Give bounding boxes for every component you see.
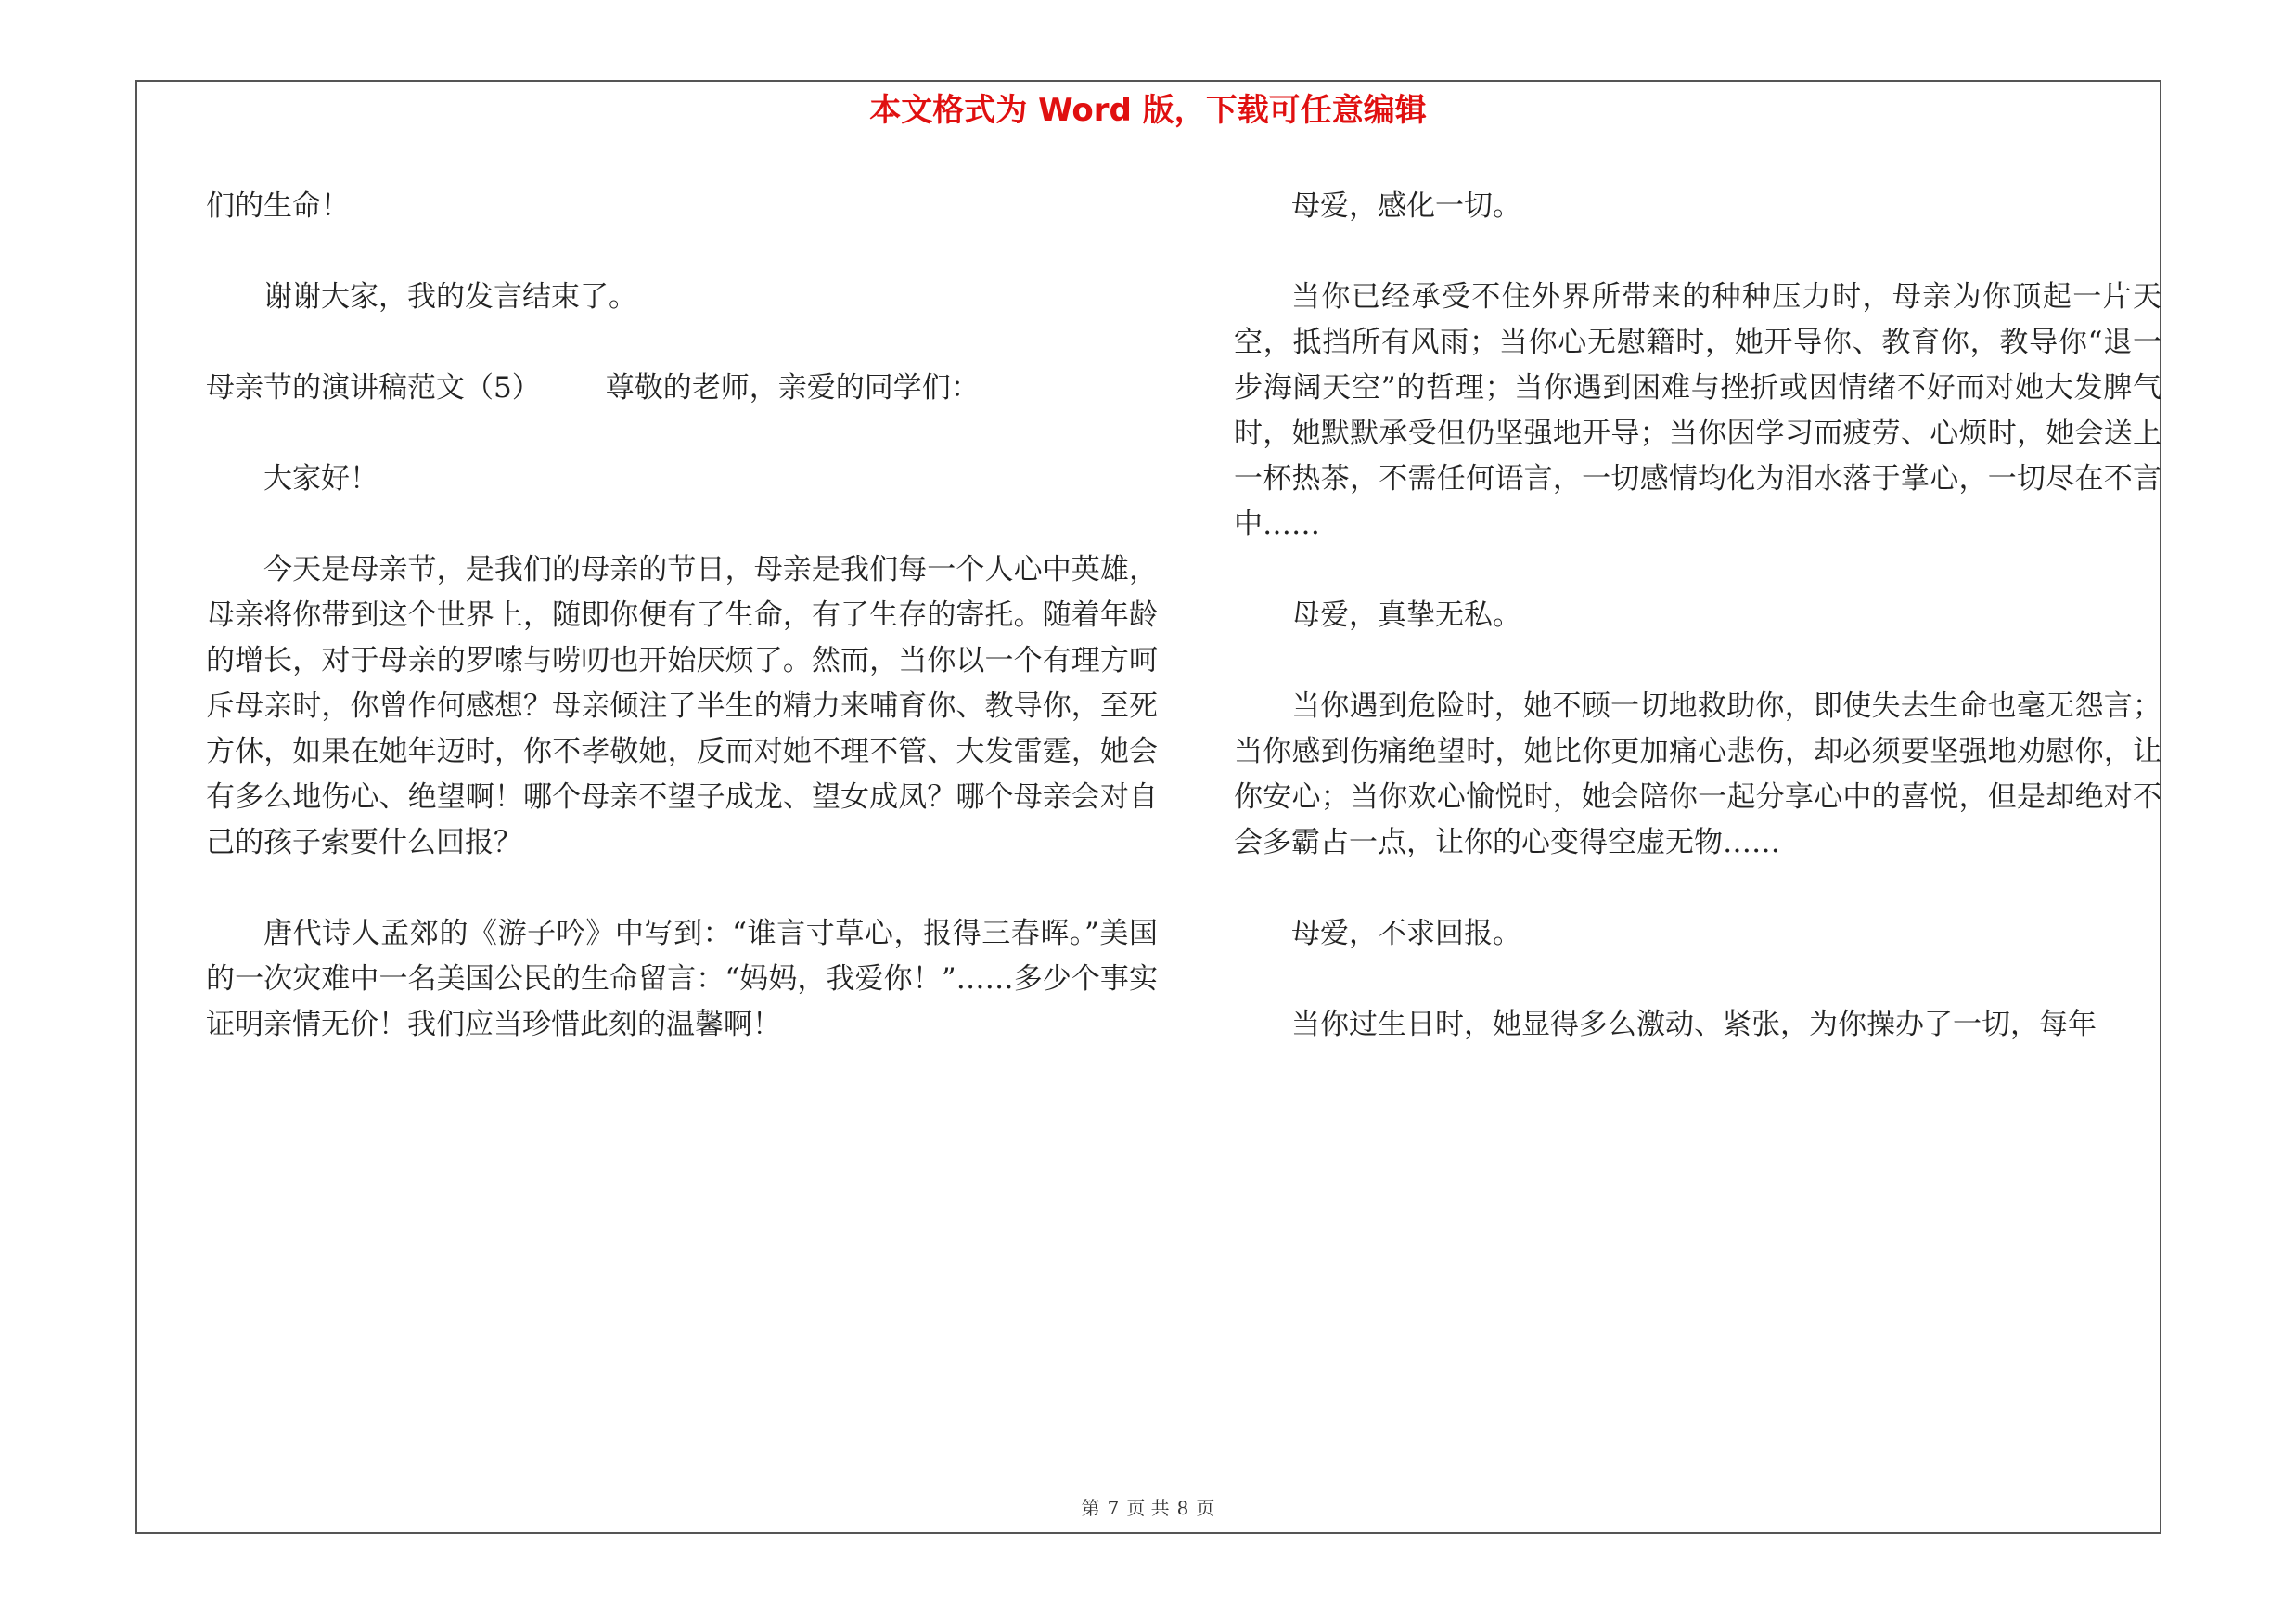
paragraph: 当你已经承受不住外界所带来的种种压力时，母亲为你顶起一片天空，抵挡所有风雨；当你心无慰籍时，她开导你、教育你，教导你“退一步海阔天空”的哲理；当你遇到困难与挫折或因情绪不好而对她大发脾气时，她默默承受但仍坚强地开导；当你因学习而疲劳、心烦时，她会送上一杯热茶，不需任何语言，一切感情均化为泪水落于掌心，一切尽在不言中…… [1234,280,2161,541]
salutation: 尊敬的老师，亲爱的同学们： [605,371,980,405]
left-column [206,184,1158,1093]
page-mid: 页 共 [1126,1497,1170,1519]
paragraph: 唐代诗人孟郊的《游子吟》中写到：“谁言寸草心，报得三春晖。”美国的一次灾难中一名美国公民的生命留言：“妈妈，我爱你！”……多少个事实证明亲情无价！我们应当珍惜此刻的温馨啊！ [206,917,1158,1041]
section-title: 母亲节的演讲稿范文（5） [206,371,541,405]
page-suffix: 页 [1196,1497,1215,1519]
paragraph: 母爱，真挚无私。 [1291,599,1521,632]
page-number [0,1496,2296,1520]
paragraph: 当你过生日时，她显得多么激动、紧张，为你操办了一切，每年 [1291,1008,2097,1041]
paragraph: 母爱，感化一切。 [1291,189,1521,223]
paragraph: 们的生命！ [206,189,350,223]
paragraph: 当你遇到危险时，她不顾一切地救助你，即使失去生命也毫无怨言；当你感到伤痛绝望时，她比你更加痛心悲伤，却必须要坚强地劝慰你，让你安心；当你欢心愉悦时，她会陪你一起分享心中的喜悦，但是却绝对不会多霸占一点，让你的心变得空虚无物…… [1234,689,2161,859]
page-total: 8 [1176,1497,1189,1519]
section-heading-paragraph [206,366,1158,411]
right-column [1234,184,2161,1093]
paragraph: 今天是母亲节，是我们的母亲的节日，母亲是我们每一个人心中英雄，母亲将你带到这个世界上，随即你便有了生命，有了生存的寄托。随着年龄的增长，对于母亲的罗嗦与唠叨也开始厌烦了。然而，当你以一个有理方呵斥母亲时，你曾作何感想？母亲倾注了半生的精力来哺育你、教导你，至死方休，如果在她年迈时，你不孝敬她，反而对她不理不管、大发雷霆，她会有多么地伤心、绝望啊！哪个母亲不望子成龙、望女成凤？哪个母亲会对自己的孩子索要什么回报？ [206,553,1158,859]
page-current: 7 [1107,1497,1120,1519]
header-banner: 本文格式为 Word 版，下载可任意编辑 [869,92,1427,129]
paragraph: 母爱，不求回报。 [1291,917,1521,950]
page-prefix: 第 [1081,1497,1100,1519]
paragraph: 大家好！ [263,462,378,496]
paragraph: 谢谢大家，我的发言结束了。 [263,280,637,314]
